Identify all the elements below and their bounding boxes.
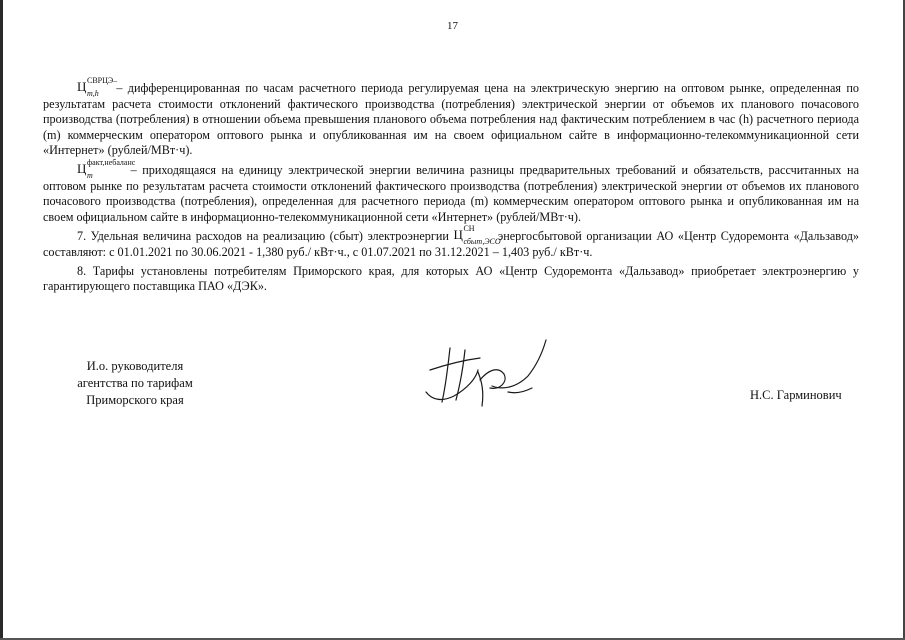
formula-symbol-svrce: Ц СВРЦЭ– m,h xyxy=(77,76,118,98)
paragraph-imbalance xyxy=(43,157,859,225)
paragraph-svrce-price xyxy=(43,76,859,159)
paragraph-item-7 xyxy=(43,224,860,260)
handwritten-signature xyxy=(420,330,570,420)
signatory-name: Н.С. Гарминович xyxy=(750,388,842,402)
document-body xyxy=(43,76,860,298)
paragraph-text: – приходящаяся на единицу электрической энергии величина разницы предварительных требований и обязательств, рассчитанных на оптовом рынке по результатам расчета стоимости отклонений фактического производства (потребления) электрической энергии от объемов их планового почасового производства (потребления), определенная для расчетного периода (m) коммерческим оператором оптового рынка и опубликованная им на своем официальном сайте в информационно-телекоммуникационной сети «Интернет» (рублей/МВт·ч). xyxy=(43,162,859,224)
paragraph-text: энергосбытовой организации АО «Центр Судоремонта «Дальзавод» составляют: с 01.01.2021 по 30.06.2021 - 1,380 руб./ кВт·ч., с 01.07.2021 по 31.12.2021 – 1,403 руб./ кВт·ч. xyxy=(43,229,860,259)
scan-edge-left xyxy=(0,0,3,640)
formula-symbol-sbyt: Ц СН сбыт,ЭСО xyxy=(453,224,501,247)
signatory-title: И.о. руководителя агентства по тарифам Приморского края xyxy=(77,359,193,407)
paragraph-text: 8. Тарифы установлены потребителям Приморского края, для которых АО «Центр Судоремонта «Дальзавод» приобретает электроэнергию у гарантирующего поставщика ПАО «ДЭК». xyxy=(43,263,859,294)
paragraph-text: 7. Удельная величина расходов на реализацию (сбыт) электроэнергии xyxy=(77,229,454,244)
paragraph-item-8 xyxy=(43,264,859,295)
page-number: 17 xyxy=(447,20,458,32)
formula-symbol-imbalance: Ц факт,небаланс m xyxy=(77,157,136,180)
paragraph-text: – дифференцированная по часам расчетного периода регулируемая цена на электрическую энергию на оптовом рынке, определенная по результатам расчета стоимости отклонений фактического производства (потребления) электрической энергии от объемов их планового почасового производства (потребления) в отношении объема превышения планового объема потребления над фактическим потреблением в час (h) расчетного периода (m) коммерческим оператором оптового рынка и опубликованная им на своем официальном сайте в информационно-телекоммуникационной сети «Интернет» (рублей/МВт·ч). xyxy=(43,81,859,158)
